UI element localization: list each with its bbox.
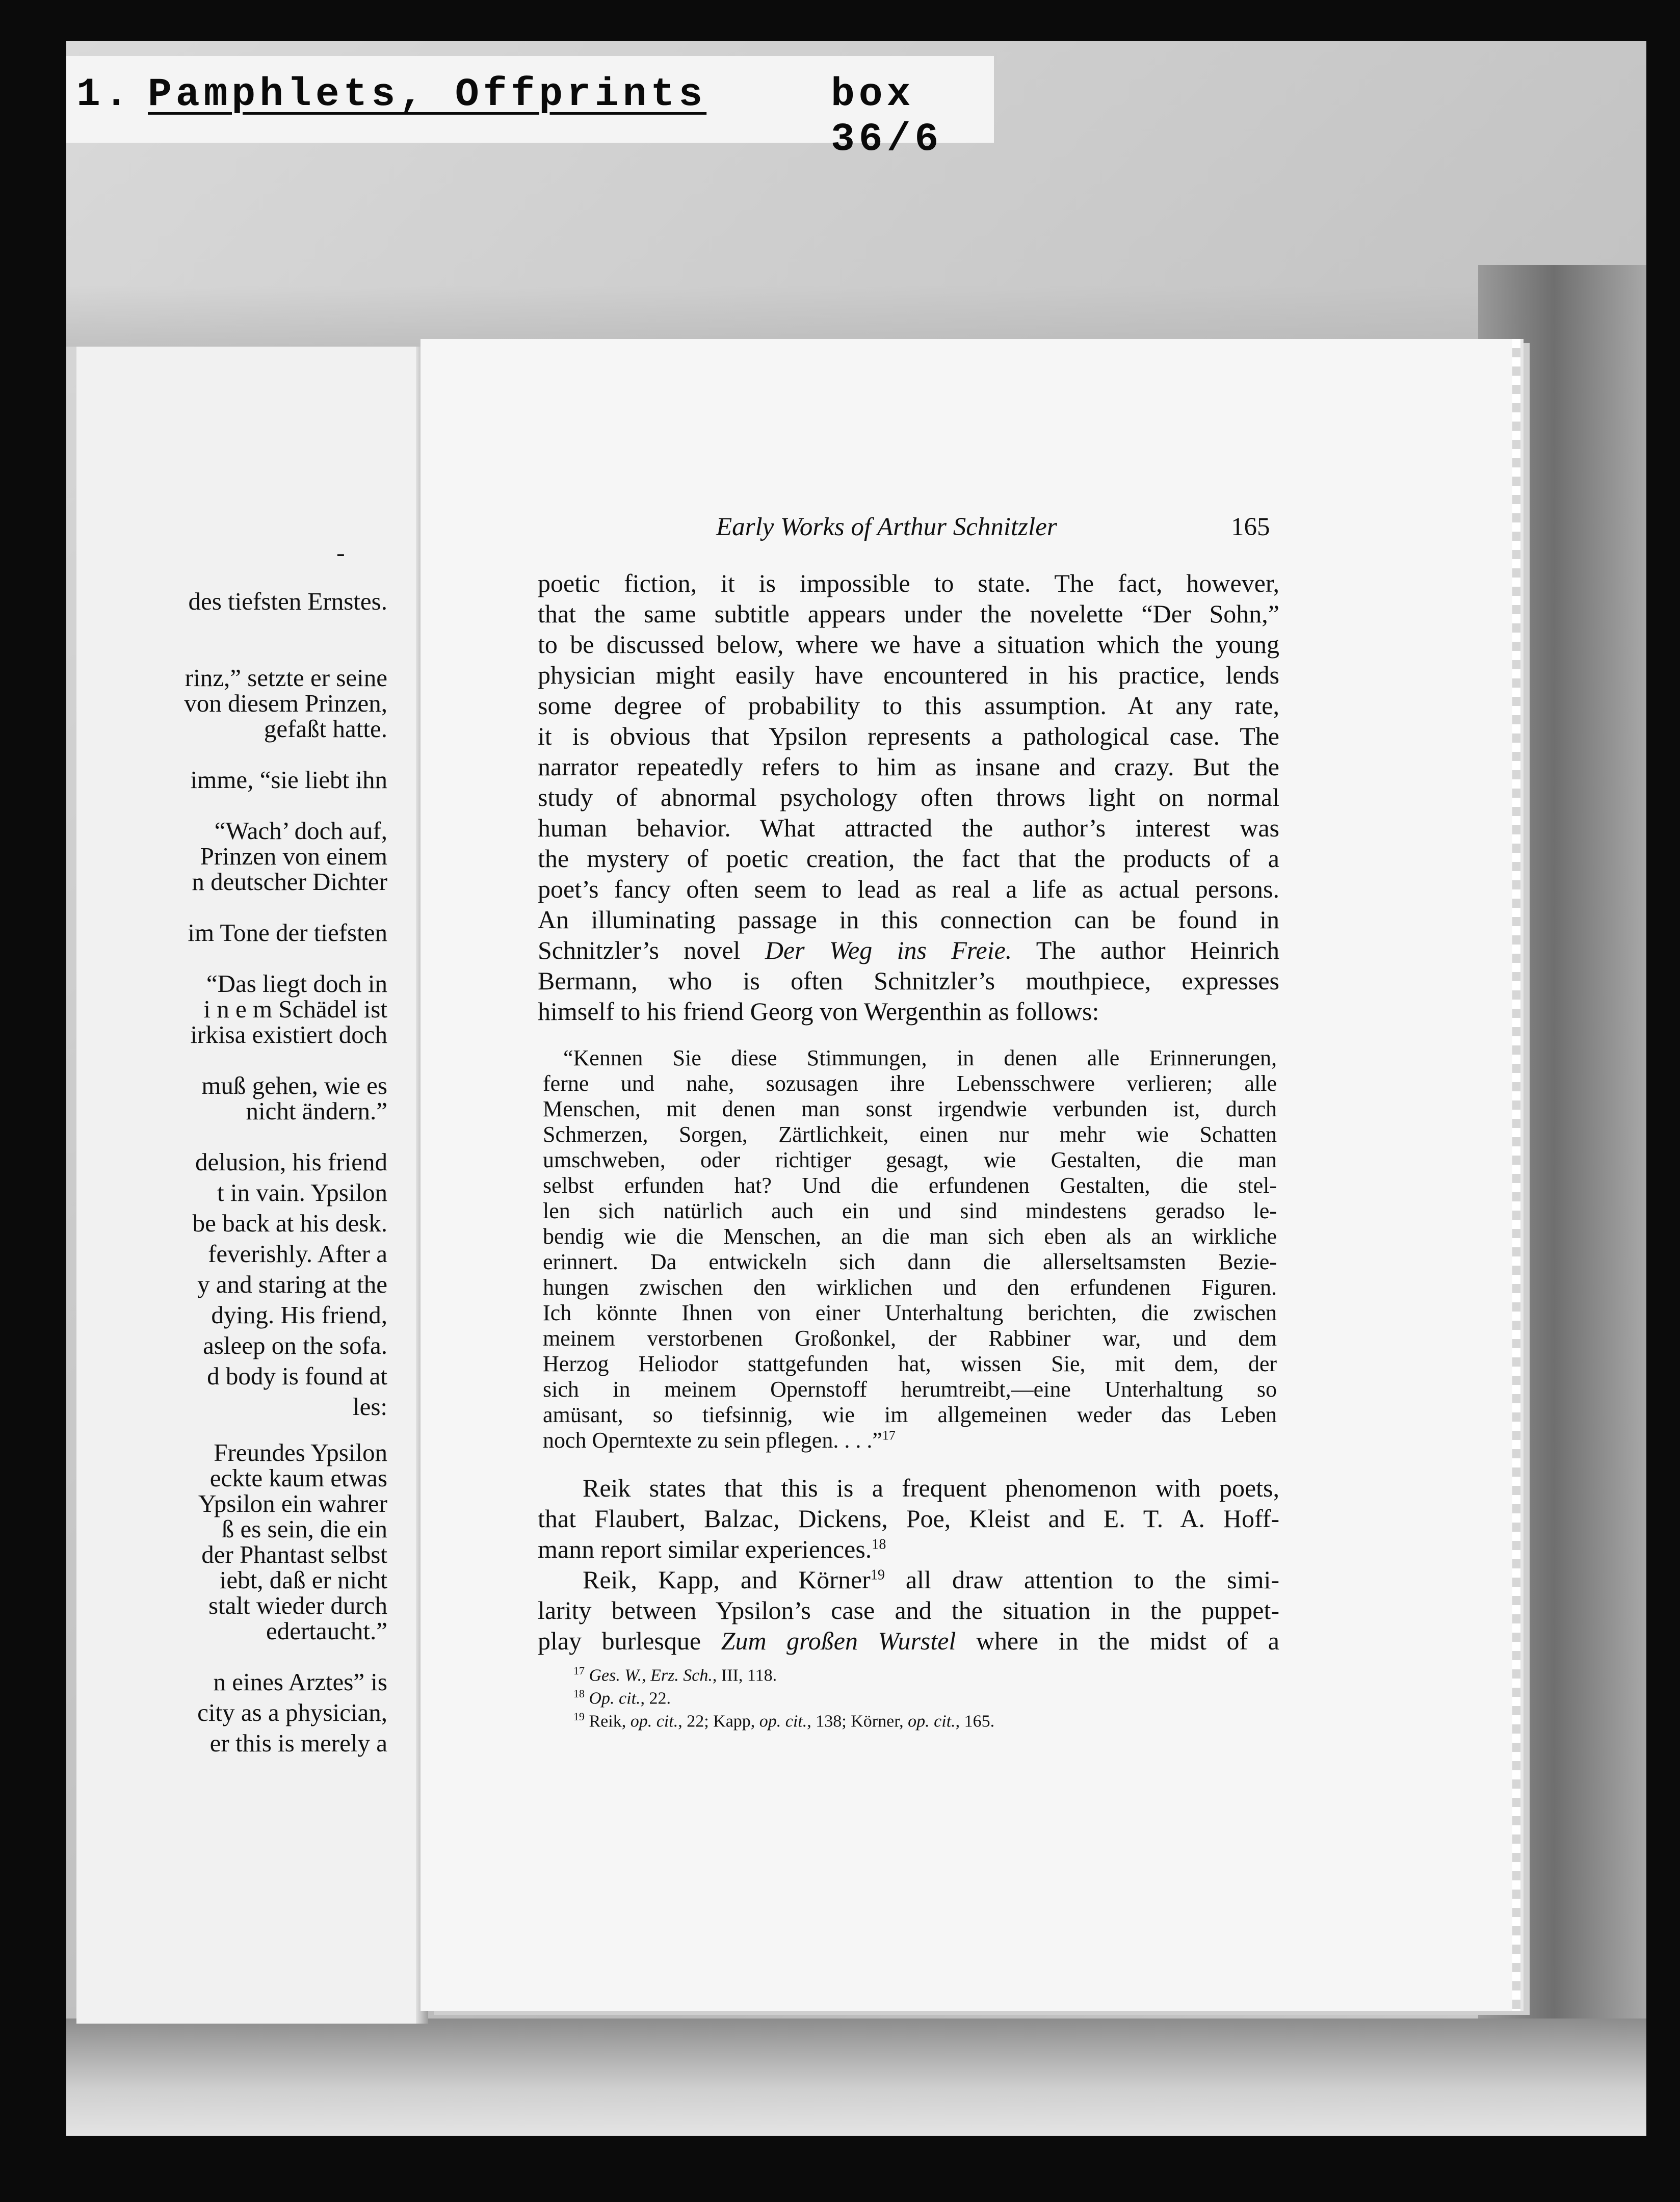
text-line: physician might easily have encountered in his practice, lends — [538, 661, 1279, 689]
text-line: iebt, daß er nicht — [219, 1566, 387, 1594]
quote-line: Herzog Heliodor stattgefunden hat, wissen Sie, mit dem, der — [543, 1351, 1277, 1376]
text-line: that Flaubert, Balzac, Dickens, Poe, Kleist and E. T. A. Hoff- — [538, 1504, 1279, 1533]
text-line: that the same subtitle appears under the novelette “Der Sohn,” — [538, 599, 1279, 628]
footnote-ref: 18 — [872, 1536, 886, 1553]
text-line: Prinzen von einem — [200, 842, 387, 870]
quote-line: sich in meinem Opernstoff herumtreibt,—eine Unterhaltung so — [543, 1377, 1277, 1402]
text-span: The author Heinrich — [1036, 936, 1279, 964]
running-head: Early Works of Arthur Schnitzler — [716, 513, 1057, 541]
text-line: y and staring at the — [197, 1270, 387, 1298]
footnote-number: 17 — [573, 1664, 585, 1677]
footnote — [573, 1664, 777, 1685]
quote-line: meinem verstorbenen Großonkel, der Rabbiner war, und dem — [543, 1326, 1277, 1351]
quote-line: erinnert. Da entwickeln sich dann die allerseltsamsten Bezie- — [543, 1249, 1277, 1274]
text-line — [538, 1565, 1279, 1594]
text-line: poetic fiction, it is impossible to state. The fact, however, — [538, 569, 1279, 597]
label-number: 1. — [76, 72, 133, 117]
text-line: imme, “sie liebt ihn — [190, 766, 387, 794]
text-span: Reik, — [589, 1712, 631, 1731]
text-line: Freundes Ypsilon — [214, 1438, 387, 1466]
text-line: im Tone der tiefsten — [188, 919, 387, 947]
text-line: An illuminating passage in this connection can be found in — [538, 905, 1279, 934]
footnote-number: 19 — [573, 1710, 585, 1723]
shadow — [66, 285, 1519, 347]
footnote-ref: 17 — [882, 1428, 896, 1443]
quote-line: selbst erfunden hat? Und die erfundenen Gestalten, die stel- — [543, 1173, 1277, 1198]
text-line: muß gehen, wie es — [201, 1071, 387, 1099]
text-line: asleep on the sofa. — [203, 1331, 387, 1359]
quote-line: ferne und nahe, sozusagen ihre Lebensschwere verlieren; alle — [543, 1071, 1277, 1096]
text-line: irkisa existiert doch — [190, 1020, 387, 1048]
text-line: dying. His friend, — [211, 1301, 387, 1329]
footnote-number: 18 — [573, 1687, 585, 1700]
text-span: play burlesque — [538, 1627, 701, 1655]
text-line: n deutscher Dichter — [192, 868, 387, 896]
text-span: , 22; Kapp, — [678, 1712, 759, 1731]
text-line: the mystery of poetic creation, the fact that the products of a — [538, 844, 1279, 873]
text-span: Schnitzler’s novel — [538, 936, 741, 964]
quote-line: umschweben, oder richtiger gesagt, wie Gestalten, die man — [543, 1147, 1277, 1172]
quote-line: Menschen, mit denen man sonst irgendwie verbunden ist, durch — [543, 1096, 1277, 1121]
text-line: t in vain. Ypsilon — [217, 1178, 387, 1207]
text-line: “Das liegt doch in — [206, 969, 387, 998]
text-span: all draw attention to the simi- — [905, 1565, 1280, 1594]
left-page — [76, 347, 428, 2024]
text-line: er this is merely a — [209, 1729, 387, 1757]
text-line: des tiefsten Ernstes. — [188, 587, 387, 615]
shadow — [66, 2018, 1646, 2136]
text-line: rinz,” setzte er seine — [185, 664, 387, 692]
text-line: study of abnormal psychology often throws light on normal — [538, 783, 1279, 811]
text-line — [538, 1534, 1279, 1564]
citation: op. cit. — [630, 1712, 678, 1731]
text-line — [538, 935, 1279, 965]
text-line: Bermann, who is often Schnitzler’s mouthpiece, expresses — [538, 966, 1279, 995]
text-span: , 165. — [955, 1712, 995, 1731]
quote-line: Schmerzen, Sorgen, Zärtlichkeit, einen nur mehr wie Schatten — [543, 1122, 1277, 1147]
text-line: edertaucht.” — [266, 1617, 387, 1645]
page-edge — [1512, 339, 1520, 2011]
footnote — [573, 1687, 671, 1708]
text-line: “Wach’ doch auf, — [214, 817, 387, 845]
text-line: himself to his friend Georg von Wergenthin as follows: — [538, 997, 1099, 1026]
citation: op. cit. — [908, 1712, 956, 1731]
footnote — [573, 1710, 994, 1731]
text-line — [538, 1626, 1279, 1656]
text-line: to be discussed below, where we have a situation which the young — [538, 630, 1279, 659]
text-line: gefaßt hatte. — [264, 715, 387, 743]
quote-line — [543, 1427, 1277, 1453]
text-line: nicht ändern.” — [246, 1097, 387, 1125]
text-line: von diesem Prinzen, — [184, 689, 387, 717]
page-mark: - — [336, 538, 345, 567]
text-line: delusion, his friend — [195, 1148, 387, 1176]
text-line: Ypsilon ein wahrer — [198, 1489, 387, 1517]
text-line: it is obvious that Ypsilon represents a pathological case. The — [538, 722, 1279, 750]
citation: Op. cit. — [589, 1689, 641, 1708]
text-line: n eines Arztes” is — [213, 1668, 387, 1696]
novel-title: Der Weg ins Freie. — [765, 936, 1012, 964]
text-span: , 22. — [640, 1689, 671, 1708]
text-span: Reik, Kapp, and Körner — [583, 1565, 871, 1594]
text-span: mann report similar experiences. — [538, 1535, 872, 1563]
footnote-ref: 19 — [870, 1567, 885, 1583]
quote-line: “Kennen Sie diese Stimmungen, in denen alle Erinnerungen, — [563, 1045, 1277, 1070]
text-line: be back at his desk. — [192, 1209, 387, 1237]
text-span: , III, 118. — [712, 1666, 777, 1685]
text-line: larity between Ypsilon’s case and the situation in the puppet- — [538, 1596, 1279, 1624]
text-line: some degree of probability to this assumption. At any rate, — [538, 691, 1279, 720]
text-line: les: — [352, 1393, 387, 1421]
archive-label — [66, 56, 994, 162]
text-span: , 138; Körner, — [807, 1712, 908, 1731]
citation: Ges. W., Erz. Sch. — [589, 1666, 713, 1685]
text-line: eckte kaum etwas — [209, 1464, 387, 1492]
quote-line: Ich könnte Ihnen von einer Unterhaltung berichten, die zwischen — [543, 1300, 1277, 1325]
text-line: narrator repeatedly refers to him as insane and crazy. But the — [538, 752, 1279, 781]
text-span: noch Operntexte zu sein pflegen. . . .” — [543, 1428, 882, 1453]
quote-line: len sich natürlich auch ein und sind mindestens geradso le- — [543, 1198, 1277, 1223]
text-line: city as a physician, — [197, 1698, 387, 1726]
citation: op. cit. — [759, 1712, 807, 1731]
quote-line: bendig wie die Menschen, an die man sich eben als an wirkliche — [543, 1224, 1277, 1249]
label-box: box 36/6 — [831, 72, 943, 162]
right-page — [421, 339, 1516, 2011]
text-line: stalt wieder durch — [208, 1591, 387, 1619]
text-line: Reik states that this is a frequent phenomenon with poets, — [583, 1474, 1279, 1502]
label-title: Pamphlets, Offprints — [148, 72, 707, 117]
text-line: feverishly. After a — [208, 1240, 387, 1268]
text-line: i n e m Schädel ist — [203, 995, 387, 1023]
text-line: poet’s fancy often seem to lead as real a life as actual persons. — [538, 875, 1279, 903]
page-number: 165 — [1231, 513, 1270, 541]
text-line: ß es sein, die ein — [221, 1515, 387, 1543]
quote-line: amüsant, so tiefsinnig, wie im allgemeinen weder das Leben — [543, 1402, 1277, 1427]
text-line: der Phantast selbst — [201, 1540, 387, 1568]
play-title: Zum großen Wurstel — [721, 1627, 956, 1655]
text-line: d body is found at — [207, 1362, 387, 1390]
text-line: human behavior. What attracted the author’s interest was — [538, 814, 1279, 842]
quote-line: hungen zwischen den wirklichen und den erfundenen Figuren. — [543, 1275, 1277, 1300]
text-span: where in the midst of a — [976, 1627, 1279, 1655]
